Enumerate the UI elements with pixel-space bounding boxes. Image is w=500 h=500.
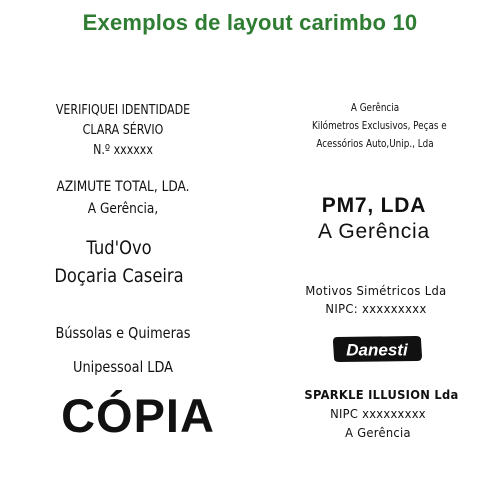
stamp-line: Unipessoal LDA	[73, 358, 173, 376]
stamp-line: AZIMUTE TOTAL, LDA.	[56, 179, 190, 195]
stamp-line: A Gerência	[350, 102, 400, 114]
danesti-logo	[331, 334, 424, 364]
stamp-line: Doçaria Caseira	[54, 265, 184, 287]
stamp-line: Bússolas e Quimeras	[55, 324, 191, 342]
stamp-bussolas-quimeras	[17, 316, 229, 384]
stamp-line: N.º xxxxxx	[93, 142, 153, 158]
page-title: Exemplos de layout carimbo 10	[82, 10, 418, 35]
stamp-pm7	[286, 193, 462, 245]
stamp-line: Kilómetros Exclusivos, Peças e	[312, 120, 447, 132]
stamp-line: VERIFIQUEI IDENTIDADE	[55, 102, 191, 118]
stamp-line: NIPC xxxxxxxxx	[330, 406, 426, 421]
stamp-line: A Gerência	[345, 425, 411, 440]
stamp-verifiquei-identidade	[22, 100, 224, 160]
stamp-motivos-simetricos	[301, 282, 452, 318]
stamp-tudovo	[17, 234, 222, 290]
stamp-company-name: SPARKLE ILLUSION Lda	[304, 387, 459, 402]
stamp-line: A Gerência,	[87, 201, 159, 217]
stamp-azimute-total	[20, 176, 227, 220]
stamp-company-name: PM7, LDA	[321, 194, 427, 217]
stamp-line: Motivos Simétricos Lda	[305, 283, 447, 298]
stamp-line: NIPC: xxxxxxxxx	[325, 301, 427, 316]
stamp-line: A Gerência	[318, 220, 430, 243]
stamp-line: CLARA SÉRVIO	[82, 122, 164, 138]
stamp-copia: CÓPIA	[61, 389, 215, 442]
stamp-sparkle-illusion	[304, 385, 459, 442]
stamp-line: Acessórios Auto,Unip., Lda	[316, 138, 434, 150]
stamp-kilometros-exclusivos	[312, 99, 447, 153]
stamp-line: Tud'Ovo	[86, 237, 152, 259]
danesti-logo-text: Danesti	[346, 340, 408, 360]
